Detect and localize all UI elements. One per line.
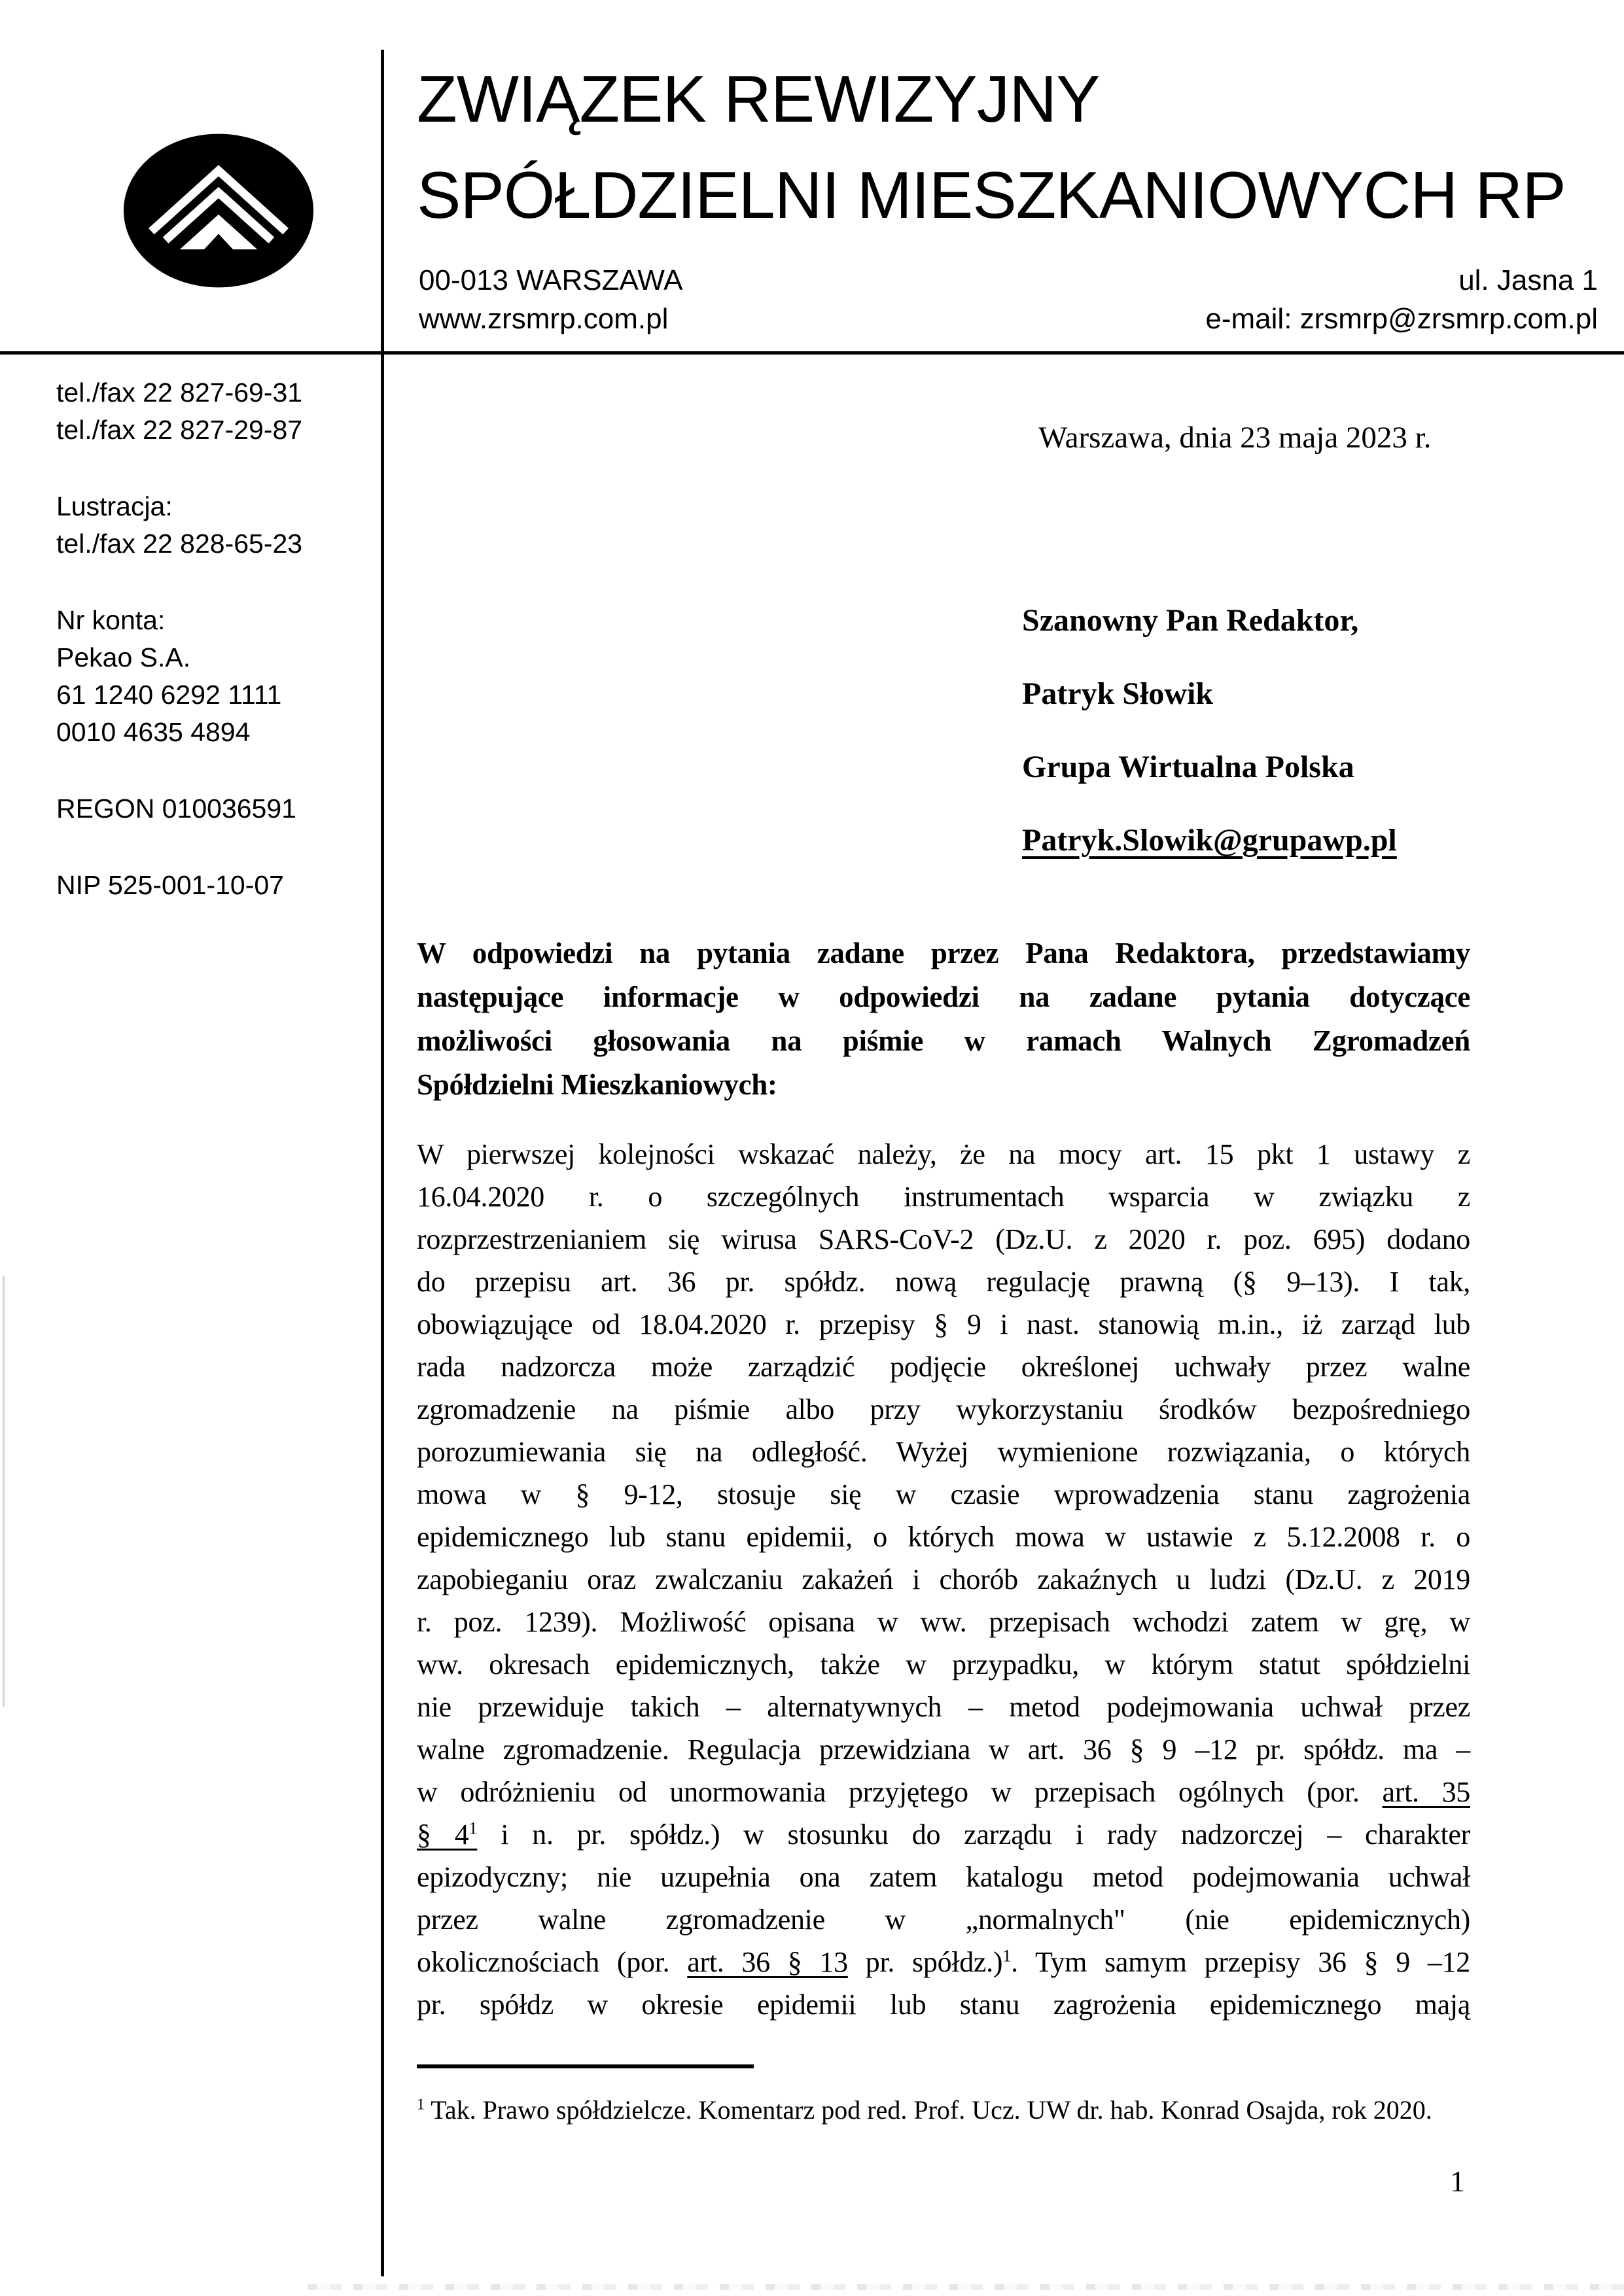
- sidebar-group: [56, 374, 370, 449]
- body-line: [417, 1898, 1470, 1941]
- text-run: epizodyczny; nie uzupełnia ona zatem katalogu metod podejmowania uchwał: [417, 1861, 1470, 1893]
- text-run: mowa w § 9-12, stosuje się w czasie wprowadzenia stanu zagrożenia: [417, 1478, 1470, 1510]
- sidebar-line: NIP 525-001-10-07: [56, 870, 284, 900]
- text-run: porozumiewania się na odległość. Wyżej wymienione rozwiązania, o których: [417, 1436, 1470, 1468]
- page-number: 1: [1450, 2165, 1465, 2198]
- website: www.zrsmrp.com.pl: [419, 303, 669, 335]
- sidebar-line: Lustracja:: [56, 491, 173, 521]
- text-run: 1: [468, 1818, 478, 1838]
- body-line: [417, 1983, 1470, 2026]
- body-line: [417, 1175, 1470, 1218]
- text-run: przez walne zgromadzenie w „normalnych" (nie epidemicznych): [417, 1904, 1470, 1936]
- footnote: [417, 2093, 1516, 2127]
- sidebar-line: 61 1240 6292 1111: [56, 680, 282, 710]
- text-run: 1: [1002, 1945, 1012, 1966]
- body-line: [417, 1431, 1470, 1473]
- recipient-email: Patryk.Slowik@grupawp.pl: [1022, 823, 1397, 858]
- text-run: art. 36 § 13: [687, 1946, 848, 1978]
- text-run: ww. okresach epidemicznych, także w przypadku, w którym statut spółdzielni: [417, 1648, 1470, 1680]
- text-run: rada nadzorcza może zarządzić podjęcie określonej uchwały przez walne: [417, 1351, 1470, 1383]
- vertical-divider: [381, 50, 384, 2276]
- org-name-line2: SPÓŁDZIELNI MIESZKANIOWYCH RP: [417, 159, 1566, 232]
- text-run: do przepisu art. 36 pr. spółdz. nową regulację prawną (§ 9–13). I tak,: [417, 1266, 1470, 1298]
- text-run: walne zgromadzenie. Regulacja przewidziana w art. 36 § 9 –12 pr. spółdz. ma –: [417, 1733, 1470, 1765]
- text-run: . Tym samym przepisy 36 § 9 –12: [1011, 1946, 1470, 1978]
- text-run: rozprzestrzenianiem się wirusa SARS-CoV-2 (Dz.U. z 2020 r. poz. 695) dodano: [417, 1223, 1470, 1255]
- body-line: [417, 1856, 1470, 1898]
- text-run: § 4: [417, 1818, 469, 1851]
- text-run: zgromadzenie na piśmie albo przy wykorzystaniu środków bezpośredniego: [417, 1393, 1470, 1425]
- recipient-line: Szanowny Pan Redaktor,: [1022, 603, 1359, 638]
- postal-code-city: 00-013 WARSZAWA: [419, 264, 683, 296]
- text-run: epidemicznego lub stanu epidemii, o których mowa w ustawie z 5.12.2008 r. o: [417, 1521, 1470, 1553]
- body-line: [417, 1303, 1470, 1346]
- text-run: 16.04.2020 r. o szczególnych instrumentach wsparcia w związku z: [417, 1181, 1470, 1213]
- body-line: [417, 1771, 1470, 1813]
- sidebar-line: tel./fax 22 827-29-87: [56, 415, 303, 445]
- text-run: W pierwszej kolejności wskazać należy, że na mocy art. 15 pkt 1 ustawy z: [417, 1138, 1470, 1170]
- org-logo-house-icon: [122, 131, 315, 290]
- text-run: w odróżnieniu od unormowania przyjętego w przepisach ogólnych (por.: [417, 1776, 1383, 1808]
- body-line: [417, 1941, 1470, 1983]
- text-run: i n. pr. spółdz.) w stosunku do zarządu i rady nadzorczej – charakter: [477, 1818, 1470, 1851]
- main-paragraph: [417, 1133, 1470, 2026]
- org-email: e-mail: zrsmrp@zrsmrp.com.pl: [1205, 303, 1598, 335]
- sidebar-line: REGON 010036591: [56, 793, 296, 824]
- body-line: [417, 1473, 1470, 1516]
- sidebar-group: [56, 790, 370, 827]
- text-run: obowiązujące od 18.04.2020 r. przepisy § 9 i nast. stanowią m.in., iż zarząd lub: [417, 1308, 1470, 1340]
- sidebar-line: tel./fax 22 827-69-31: [56, 377, 303, 408]
- sidebar-line: Pekao S.A.: [56, 642, 191, 672]
- sidebar-line: 0010 4635 4894: [56, 717, 251, 747]
- footnote-divider: [417, 2064, 754, 2068]
- text-run: pr. spółdz w okresie epidemii lub stanu zagrożenia epidemicznego mają: [417, 1989, 1470, 2021]
- sidebar-group: [56, 488, 370, 563]
- intro-line: Spółdzielni Mieszkaniowych:: [417, 1068, 777, 1101]
- contact-sidebar: [56, 374, 370, 904]
- text-run: r. poz. 1239). Możliwość opisana w ww. przepisach wchodzi zatem w grę, w: [417, 1606, 1470, 1638]
- body-line: [417, 1133, 1470, 1175]
- body-line: [417, 1601, 1470, 1643]
- header-address-right: [1205, 261, 1598, 338]
- text-run: zapobieganiu oraz zwalczaniu zakażeń i chorób zakaźnych u ludzi (Dz.U. z 2019: [417, 1563, 1470, 1595]
- body-line: [417, 1558, 1470, 1601]
- text-run: pr. spółdz.): [847, 1946, 1003, 1978]
- dateline: Warszawa, dnia 23 maja 2023 r.: [1038, 421, 1432, 455]
- intro-line: W odpowiedzi na pytania zadane przez Pana Redaktora, przedstawiamy: [417, 937, 1470, 969]
- body-line: [417, 1643, 1470, 1686]
- sidebar-group: [56, 867, 370, 904]
- body-line: [417, 1813, 1470, 1856]
- sidebar-line: Nr konta:: [56, 605, 166, 635]
- body-line: [417, 1218, 1470, 1261]
- intro-paragraph: [417, 931, 1470, 1107]
- text-run: okolicznościach (por.: [417, 1946, 688, 1978]
- recipient-line: Patryk Słowik: [1022, 676, 1214, 711]
- org-name-line1: ZWIĄZEK REWIZYJNY: [417, 63, 1100, 136]
- sidebar-line: tel./fax 22 828-65-23: [56, 529, 303, 559]
- body-line: [417, 1346, 1470, 1388]
- scan-artifact-bottom: [308, 2284, 1624, 2290]
- recipient-line: Grupa Wirtualna Polska: [1022, 750, 1354, 784]
- body-line: [417, 1261, 1470, 1303]
- header-address-left: [419, 261, 682, 338]
- text-run: nie przewiduje takich – alternatywnych – metod podejmowania uchwał przez: [417, 1691, 1470, 1723]
- text-run: art. 35: [1382, 1776, 1471, 1808]
- recipient-block: [1022, 604, 1397, 897]
- text-run: 1: [417, 2096, 425, 2113]
- intro-line: następujące informacje w odpowiedzi na zadane pytania dotyczące: [417, 981, 1470, 1013]
- scan-artifact-left-edge: [3, 1276, 5, 1707]
- body-line: [417, 1686, 1470, 1728]
- body-line: [417, 1388, 1470, 1431]
- sidebar-group: [56, 602, 370, 751]
- street-address: ul. Jasna 1: [1458, 264, 1598, 296]
- intro-line: możliwości głosowania na piśmie w ramach Walnych Zgromadzeń: [417, 1024, 1470, 1057]
- body-line: [417, 1516, 1470, 1558]
- body-line: [417, 1728, 1470, 1771]
- text-run: Tak. Prawo spółdzielcze. Komentarz pod red. Prof. Ucz. UW dr. hab. Konrad Osajda, rok 2020.: [425, 2095, 1432, 2125]
- header-divider: [0, 351, 1624, 355]
